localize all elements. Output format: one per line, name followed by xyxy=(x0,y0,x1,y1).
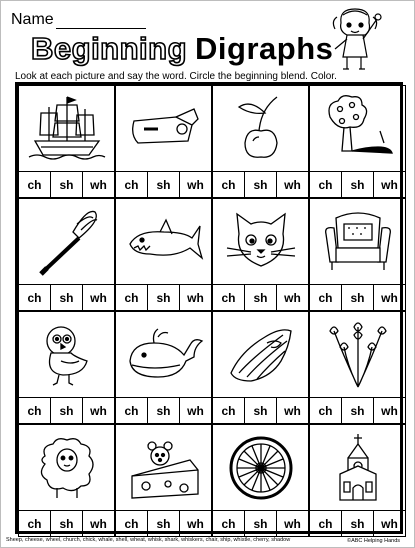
picture-chair xyxy=(310,199,405,283)
answer-choices xyxy=(116,171,211,197)
option-sh[interactable]: sh xyxy=(245,172,277,197)
copyright: ©ABC Helping Hands xyxy=(347,538,400,544)
title-solid-word: Digraphs xyxy=(195,31,334,66)
option-wh[interactable]: wh xyxy=(90,177,107,192)
picture-whisk xyxy=(19,199,114,283)
cell-chick xyxy=(18,311,115,424)
whistle-icon xyxy=(124,91,204,165)
shell-icon xyxy=(221,317,301,391)
cheese-icon xyxy=(124,430,204,504)
option-ch[interactable]: ch xyxy=(116,398,148,423)
cell-whiskers xyxy=(212,198,309,311)
option-ch[interactable]: ch xyxy=(310,285,342,310)
picture-shadow xyxy=(310,86,405,170)
page-title xyxy=(31,31,333,67)
cherry-icon xyxy=(221,91,301,165)
name-write-line[interactable] xyxy=(56,13,146,29)
cell-ship xyxy=(18,85,115,198)
option-ch[interactable]: ch xyxy=(310,398,342,423)
option-wh[interactable]: wh xyxy=(284,403,301,418)
option-ch[interactable]: ch xyxy=(213,285,245,310)
option-ch[interactable]: ch xyxy=(213,172,245,197)
option-sh[interactable]: sh xyxy=(51,172,83,197)
option-wh[interactable]: wh xyxy=(284,516,301,531)
cell-cheese xyxy=(115,424,212,537)
picture-wheat xyxy=(310,312,405,396)
picture-cheese xyxy=(116,425,211,509)
cell-church xyxy=(309,424,406,537)
option-ch[interactable]: ch xyxy=(310,511,342,536)
picture-whale xyxy=(116,312,211,396)
option-sh[interactable]: sh xyxy=(51,398,83,423)
picture-wheel xyxy=(213,425,308,509)
option-wh[interactable]: wh xyxy=(90,516,107,531)
option-sh[interactable]: sh xyxy=(342,285,374,310)
answer-choices xyxy=(213,171,308,197)
picture-church xyxy=(310,425,405,509)
option-sh[interactable]: sh xyxy=(342,172,374,197)
picture-shark xyxy=(116,199,211,283)
answer-choices xyxy=(310,397,405,423)
option-sh[interactable]: sh xyxy=(148,172,180,197)
instructions: Look at each picture and say the word. Circle the beginning blend. Color. xyxy=(15,71,337,82)
cell-shadow xyxy=(309,85,406,198)
answer-choices xyxy=(19,171,114,197)
picture-whiskers xyxy=(213,199,308,283)
cell-sheep xyxy=(18,424,115,537)
cell-whistle xyxy=(115,85,212,198)
wheel-icon xyxy=(221,430,301,504)
picture-ship xyxy=(19,86,114,170)
cell-whale xyxy=(115,311,212,424)
picture-chick xyxy=(19,312,114,396)
sheep-icon xyxy=(27,430,107,504)
ship-icon xyxy=(27,91,107,165)
cell-whisk xyxy=(18,198,115,311)
option-sh[interactable]: sh xyxy=(342,398,374,423)
option-sh[interactable]: sh xyxy=(245,398,277,423)
picture-shell xyxy=(213,312,308,396)
girl-mascot-icon xyxy=(327,5,385,73)
answer-choices xyxy=(19,510,114,536)
shadow-icon xyxy=(318,91,398,165)
option-wh[interactable]: wh xyxy=(90,290,107,305)
option-ch[interactable]: ch xyxy=(310,172,342,197)
answer-choices xyxy=(19,397,114,423)
whisk-icon xyxy=(27,204,107,278)
option-ch[interactable]: ch xyxy=(19,398,51,423)
answer-choices xyxy=(116,397,211,423)
answer-choices xyxy=(310,510,405,536)
option-sh[interactable]: sh xyxy=(148,511,180,536)
option-sh[interactable]: sh xyxy=(51,511,83,536)
option-wh[interactable]: wh xyxy=(381,177,398,192)
option-wh[interactable]: wh xyxy=(187,516,204,531)
name-label: Name xyxy=(11,11,54,28)
option-wh[interactable]: wh xyxy=(187,177,204,192)
option-sh[interactable]: sh xyxy=(148,398,180,423)
answer-choices xyxy=(310,284,405,310)
picture-grid xyxy=(15,82,403,534)
option-sh[interactable]: sh xyxy=(51,285,83,310)
answer-choices xyxy=(310,171,405,197)
picture-whistle xyxy=(116,86,211,170)
option-ch[interactable]: ch xyxy=(116,511,148,536)
picture-sheep xyxy=(19,425,114,509)
word-bank: Sheep, cheese, wheel, church, chick, whale, shell, wheat, whisk, shark, whiskers, chair, ship, whistle, cherry, shadow xyxy=(6,537,291,543)
chair-icon xyxy=(318,204,398,278)
cell-shell xyxy=(212,311,309,424)
shark-icon xyxy=(124,204,204,278)
option-wh[interactable]: wh xyxy=(90,403,107,418)
whiskers-icon xyxy=(221,204,301,278)
option-sh[interactable]: sh xyxy=(245,285,277,310)
option-wh[interactable]: wh xyxy=(381,403,398,418)
option-wh[interactable]: wh xyxy=(187,290,204,305)
option-ch[interactable]: ch xyxy=(116,285,148,310)
option-wh[interactable]: wh xyxy=(381,290,398,305)
option-ch[interactable]: ch xyxy=(19,285,51,310)
option-ch[interactable]: ch xyxy=(116,172,148,197)
option-sh[interactable]: sh xyxy=(245,511,277,536)
cell-chair xyxy=(309,198,406,311)
answer-choices xyxy=(213,284,308,310)
cell-wheat xyxy=(309,311,406,424)
answer-choices xyxy=(213,510,308,536)
chick-icon xyxy=(27,317,107,391)
church-icon xyxy=(318,430,398,504)
cell-wheel xyxy=(212,424,309,537)
answer-choices xyxy=(213,397,308,423)
picture-cherry xyxy=(213,86,308,170)
option-ch[interactable]: ch xyxy=(19,172,51,197)
option-wh[interactable]: wh xyxy=(381,516,398,531)
option-wh[interactable]: wh xyxy=(284,290,301,305)
name-row xyxy=(11,9,146,29)
wheat-icon xyxy=(318,317,398,391)
option-wh[interactable]: wh xyxy=(187,403,204,418)
answer-choices xyxy=(19,284,114,310)
option-ch[interactable]: ch xyxy=(213,511,245,536)
answer-choices xyxy=(116,284,211,310)
answer-choices xyxy=(116,510,211,536)
option-ch[interactable]: ch xyxy=(19,511,51,536)
option-wh[interactable]: wh xyxy=(284,177,301,192)
whale-icon xyxy=(124,317,204,391)
title-outline-word: Beginning xyxy=(31,31,188,66)
cell-cherry xyxy=(212,85,309,198)
cell-shark xyxy=(115,198,212,311)
option-sh[interactable]: sh xyxy=(342,511,374,536)
option-ch[interactable]: ch xyxy=(213,398,245,423)
option-sh[interactable]: sh xyxy=(148,285,180,310)
